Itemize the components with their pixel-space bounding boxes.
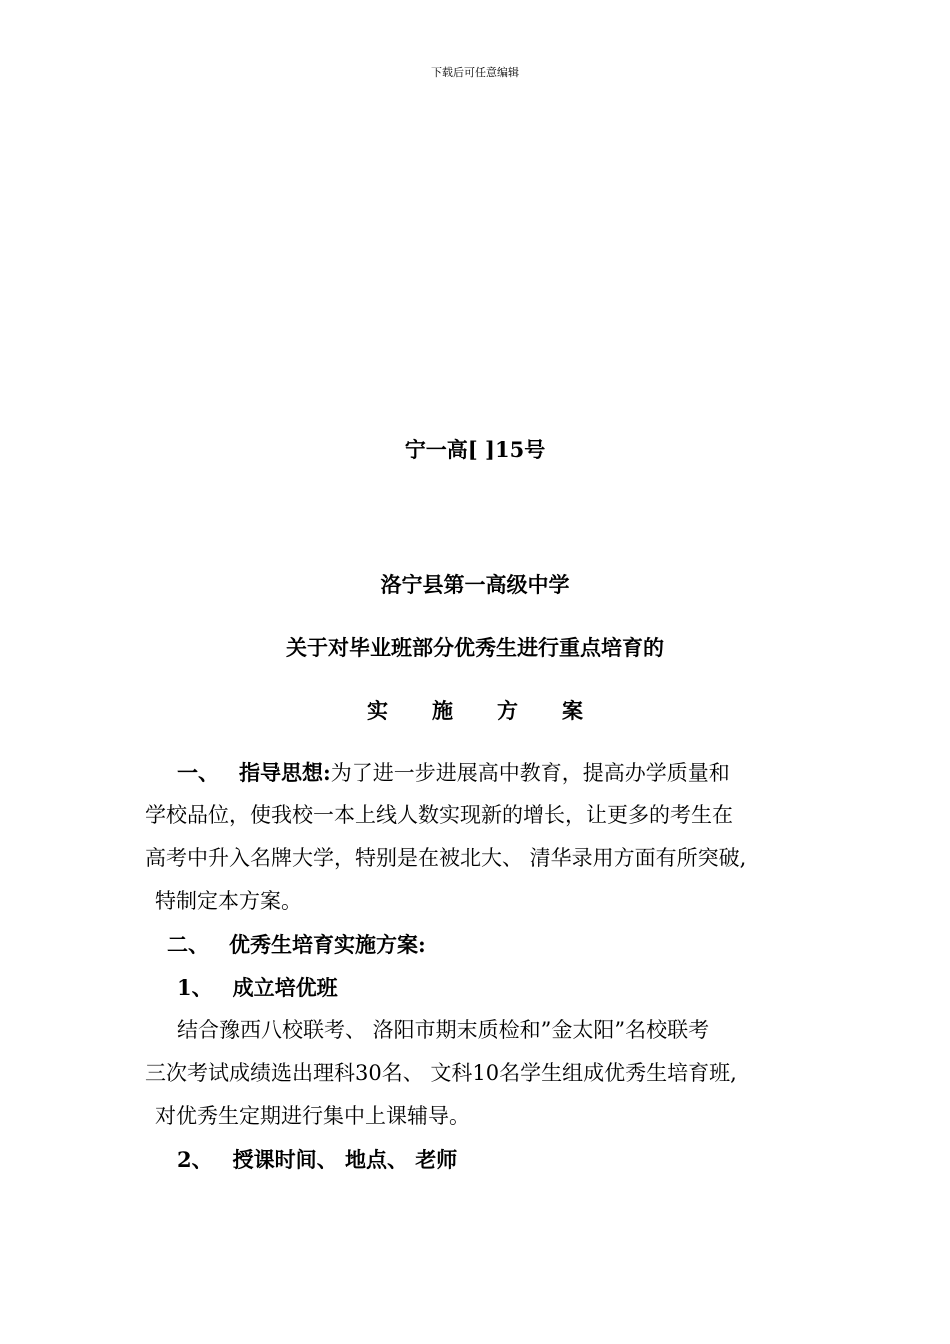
- title-plan-char: 实: [367, 698, 388, 723]
- section1-line1: [145, 751, 825, 794]
- section2-heading: 优秀生培育实施方案:: [229, 932, 426, 957]
- title-school: 洛宁县第一高级中学: [380, 572, 570, 597]
- document-body: [145, 751, 825, 1181]
- title-subject: 关于对毕业班部分优秀生进行重点培育的: [286, 635, 664, 660]
- section1-line3: 高考中升入名牌大学，特别是在被北大、 清华录用方面有所突破,: [145, 846, 747, 870]
- title-plan: [0, 697, 950, 725]
- item2-marker: 2、: [177, 1147, 213, 1172]
- section1-heading: 指导思想:: [239, 760, 331, 785]
- item1-line2: 三次考试成绩选出理科30名、 文科10名学生组成优秀生培育班,: [145, 1061, 737, 1085]
- title-plan-char: 方: [497, 698, 518, 723]
- item2-heading: 授课时间、 地点、 老师: [232, 1147, 458, 1172]
- section1-marker: 一、: [177, 760, 219, 785]
- title-plan-char: 施: [432, 698, 453, 723]
- section1-text: 为了进一步进展高中教育，提高办学质量和: [330, 761, 730, 785]
- item2-heading-line: [145, 1138, 825, 1181]
- title-plan-char: 案: [562, 698, 583, 723]
- section1-line2: 学校品位，使我校一本上线人数实现新的增长，让更多的考生在: [145, 803, 733, 827]
- section2-marker: 二、: [167, 932, 209, 957]
- section2-heading-line: [145, 923, 825, 966]
- item1-heading-line: [145, 966, 825, 1009]
- section1-line4: 特制定本方案。: [155, 889, 302, 913]
- item1-marker: 1、: [177, 975, 213, 1000]
- header-note: 下载后可任意编辑: [431, 66, 519, 79]
- item1-line3: 对优秀生定期进行集中上课辅导。: [155, 1104, 470, 1128]
- item1-heading: 成立培优班: [232, 975, 338, 1000]
- document-number: 宁一高[ ]15号: [404, 437, 546, 462]
- item1-line1: 结合豫西八校联考、 洛阳市期末质检和”金太阳”名校联考: [177, 1018, 710, 1042]
